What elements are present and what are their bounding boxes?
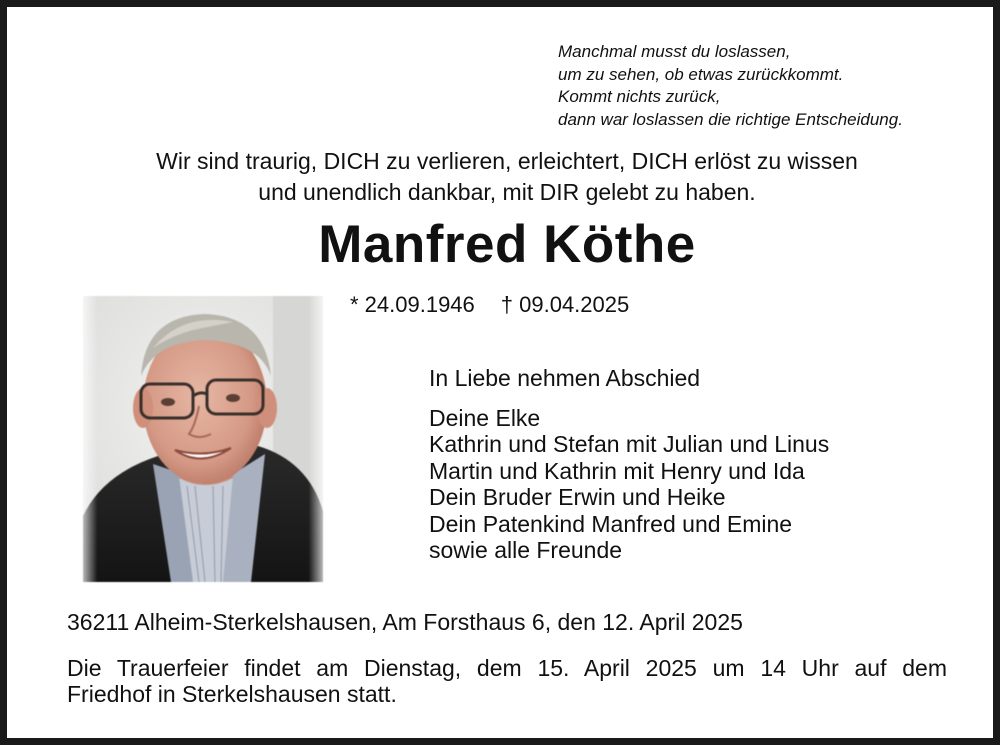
portrait-photo bbox=[83, 296, 323, 582]
poem-line: dann war loslassen die richtige Entscheidung. bbox=[558, 109, 903, 129]
mourner-entry: Martin und Kathrin mit Henry und Ida bbox=[429, 457, 805, 484]
funeral-line: Die Trauerfeier findet am Dienstag, dem 15. April 2025 um 14 Uhr auf dem bbox=[67, 655, 947, 681]
place-and-date: 36211 Alheim-Sterkelshausen, Am Forsthaus 6, den 12. April 2025 bbox=[67, 609, 743, 635]
mourner-entry: Deine Elke bbox=[429, 404, 541, 431]
mourner-entry: Dein Bruder Erwin und Heike bbox=[429, 484, 726, 510]
deceased-name: Manfred Köthe bbox=[318, 215, 696, 274]
mourner-entry: Kathrin und Stefan mit Julian und Linus bbox=[429, 431, 830, 457]
poem-line: Manchmal musst du loslassen, bbox=[558, 42, 791, 61]
mourners-heading: In Liebe nehmen Abschied bbox=[429, 365, 701, 391]
intro-line: und unendlich dankbar, mit DIR gelebt zu haben. bbox=[258, 179, 756, 205]
poem-line: um zu sehen, ob etwas zurückkommt. bbox=[558, 64, 844, 84]
poem bbox=[558, 41, 978, 131]
funeral-line: Friedhof in Sterkelshausen statt. bbox=[67, 681, 397, 707]
death-date: † 09.04.2025 bbox=[500, 292, 630, 317]
mourner-entry: Dein Patenkind Manfred und Emine bbox=[429, 510, 793, 537]
life-dates bbox=[350, 290, 629, 320]
funeral-info bbox=[67, 655, 947, 707]
mourners-block bbox=[429, 365, 949, 564]
birth-date: * 24.09.1946 bbox=[350, 292, 475, 317]
intro-text bbox=[47, 146, 967, 208]
intro-line: Wir sind traurig, DICH zu verlieren, erleichtert, DICH erlöst zu wissen bbox=[156, 148, 858, 174]
mourner-entry: sowie alle Freunde bbox=[429, 537, 623, 563]
poem-line: Kommt nichts zurück, bbox=[558, 87, 721, 106]
